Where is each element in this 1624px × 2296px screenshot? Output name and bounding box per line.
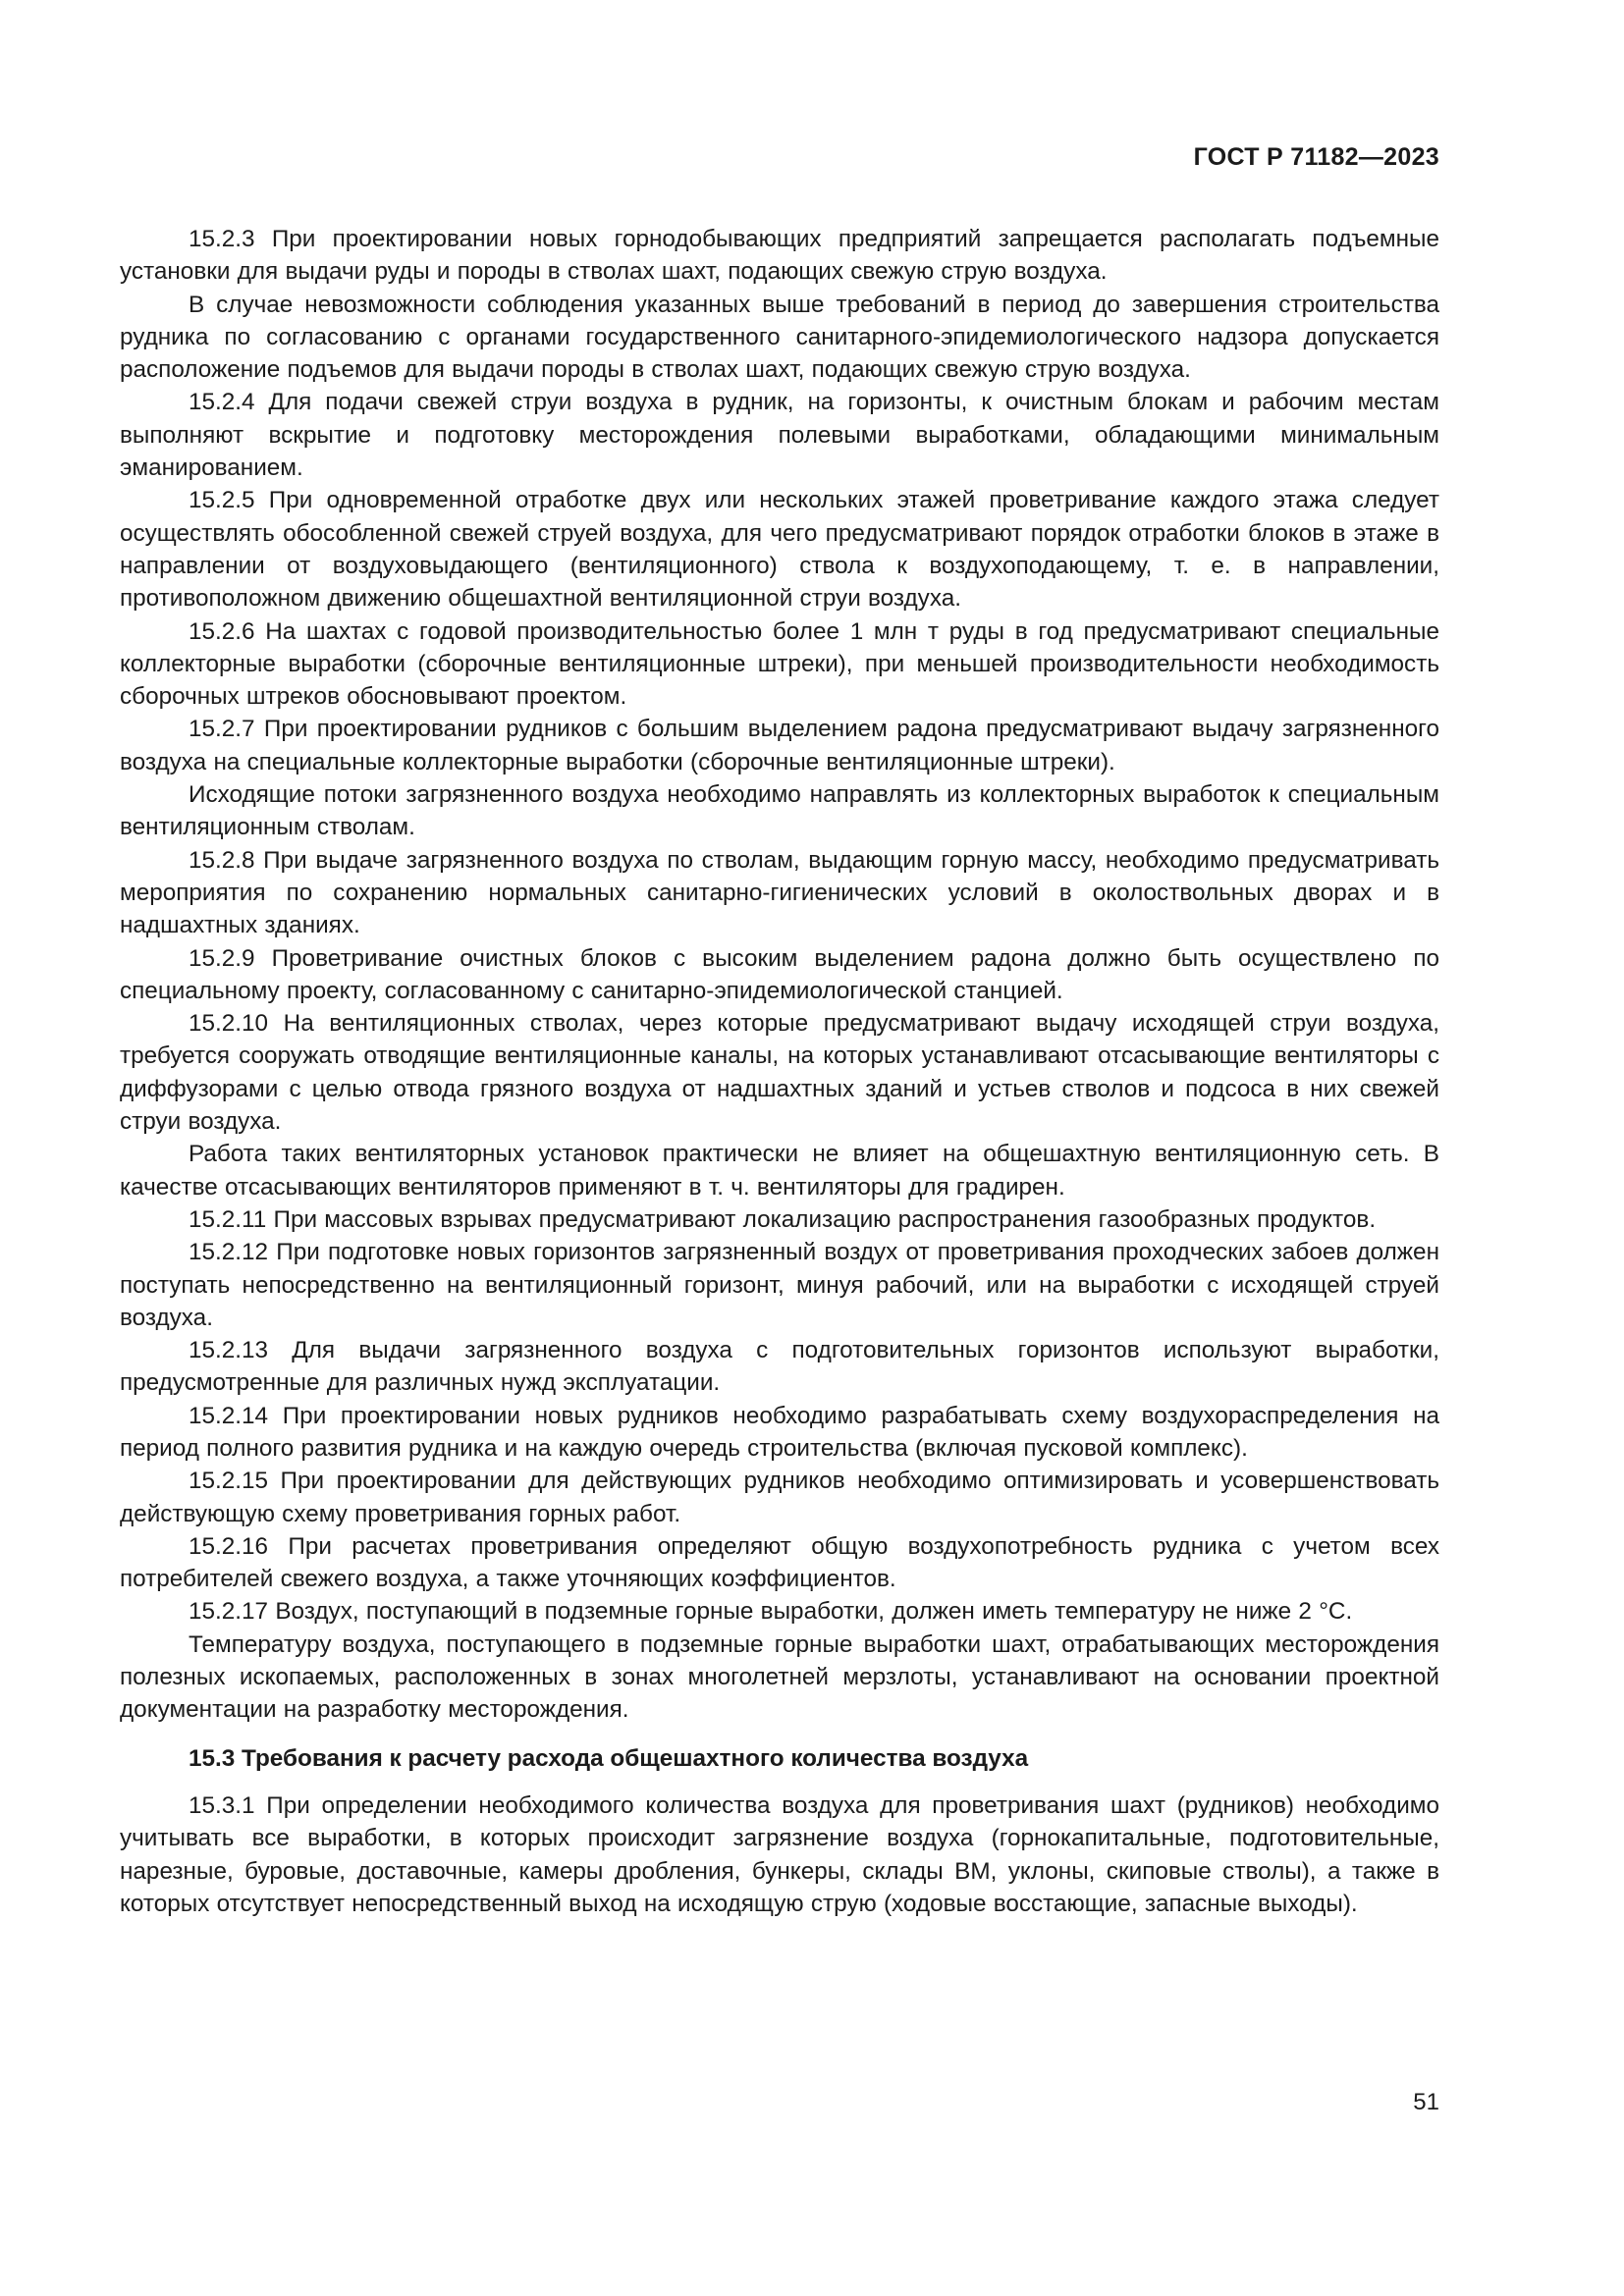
document-header-id: ГОСТ Р 71182—2023 (1193, 143, 1439, 171)
paragraph-15-2-17: 15.2.17 Воздух, поступающий в подземные горные выработки, должен иметь температуру не ниже 2 °С. (189, 1598, 1353, 1626)
paragraph-15-2-4: 15.2.4 Для подачи свежей струи воздуха в рудник, на горизонты, к очистным блокам и рабочим местам выполняют вскрытие и подготовку месторождения полевыми выработками, обладающими минимальным эманированием. (120, 389, 1439, 482)
paragraph-15-2-5: 15.2.5 При одновременной отработке двух или нескольких этажей проветривание каждого этажа следует осуществлять обособленной свежей струей воздуха, для чего предусматривают порядок отработки блоков в этаже в направлении от воздуховыдающего (вентиляционного) ствола к воздухоподающему, т. е. в направлении, противоположном движению общешахтной вентиляционной струи воздуха. (120, 487, 1439, 613)
document-body (120, 223, 1439, 1920)
paragraph-15-2-7-note: Исходящие потоки загрязненного воздуха необходимо направлять из коллекторных выработок к специальным вентиляционным стволам. (120, 781, 1439, 841)
section-heading-15-3: 15.3 Требования к расчету расхода общешахтного количества воздуха (189, 1744, 1029, 1772)
paragraph-15-2-16: 15.2.16 При расчетах проветривания определяют общую воздухопотребность рудника с учетом всех потребителей свежего воздуха, а также уточняющих коэффициентов. (120, 1532, 1439, 1593)
paragraph-15-2-12: 15.2.12 При подготовке новых горизонтов загрязненный воздух от проветривания проходческих забоев должен поступать непосредственно на вентиляционный горизонт, минуя рабочий, или на выработки с исходящей струей воздуха. (120, 1239, 1439, 1331)
page-number: 51 (1413, 2089, 1439, 2115)
paragraph-15-2-10: 15.2.10 На вентиляционных стволах, через которые предусматривают выдачу исходящей струи воздуха, требуется сооружать отводящие вентиляционные каналы, на которых устанавливают отсасывающие вентиляторы с диффузорами с целью отвода грязного воздуха от надшахтных зданий и устьев стволов и подсоса в них свежей струи воздуха. (120, 1010, 1439, 1136)
paragraph-15-2-11: 15.2.11 При массовых взрывах предусматривают локализацию распространения газообразных продуктов. (189, 1205, 1377, 1233)
paragraph-15-2-14: 15.2.14 При проектировании новых рудников необходимо разрабатывать схему воздухораспределения на период полного развития рудника и на каждую очередь строительства (включая пусковой комплекс). (120, 1402, 1439, 1462)
paragraph-15-2-6: 15.2.6 На шахтах с годовой производительностью более 1 млн т руды в год предусматривают специальные коллекторные выработки (сборочные вентиляционные штреки), при меньшей производительности необходимость сборочных штреков обосновывают проектом. (120, 617, 1439, 711)
paragraph-15-2-10-note: Работа таких вентиляторных установок практически не влияет на общешахтную вентиляционную сеть. В качестве отсасывающих вентиляторов применяют в т. ч. вентиляторы для градирен. (120, 1141, 1439, 1201)
paragraph-15-3-1: 15.3.1 При определении необходимого количества воздуха для проветривания шахт (рудников) необходимо учитывать все выработки, в которых происходит загрязнение воздуха (горнокапитальные, подготовительные, нарезные, буровые, доставочные, камеры дробления, бункеры, склады ВМ, уклоны, скиповые стволы), а также в которых отсутствует непосредственный выход на исходящую струю (ходовые восстающие, запасные выходы). (120, 1791, 1439, 1917)
paragraph-15-2-15: 15.2.15 При проектировании для действующих рудников необходимо оптимизировать и усовершенствовать действующую схему проветривания горных работ. (120, 1468, 1439, 1527)
paragraph-15-2-8: 15.2.8 При выдаче загрязненного воздуха по стволам, выдающим горную массу, необходимо предусматривать мероприятия по сохранению нормальных санитарно-гигиенических условий в околоствольных дворах и в надшахтных зданиях. (120, 846, 1439, 939)
paragraph-15-2-3: 15.2.3 При проектировании новых горнодобывающих предприятий запрещается располагать подъемные установки для выдачи руды и породы в стволах шахт, подающих свежую струю воздуха. (120, 226, 1439, 286)
paragraph-15-2-13: 15.2.13 Для выдачи загрязненного воздуха с подготовительных горизонтов используют выработки, предусмотренные для различных нужд эксплуатации. (120, 1337, 1439, 1397)
paragraph-15-2-17-note: Температуру воздуха, поступающего в подземные горные выработки шахт, отрабатывающих месторождения полезных ископаемых, расположенных в зонах многолетней мерзлоты, устанавливают на основании проектной документации на разработку месторождения. (120, 1630, 1439, 1724)
paragraph-15-2-7: 15.2.7 При проектировании рудников с большим выделением радона предусматривают выдачу загрязненного воздуха на специальные коллекторные выработки (сборочные вентиляционные штреки). (120, 716, 1439, 775)
paragraph-15-2-9: 15.2.9 Проветривание очистных блоков с высоким выделением радона должно быть осуществлено по специальному проекту, согласованному с санитарно-эпидемиологической станцией. (120, 944, 1439, 1004)
paragraph-15-2-3-note: В случае невозможности соблюдения указанных выше требований в период до завершения строительства рудника по согласованию с органами государственного санитарного-эпидемиологического надзора допускается расположение подъемов для выдачи породы в стволах шахт, подающих свежую струю воздуха. (120, 291, 1439, 384)
